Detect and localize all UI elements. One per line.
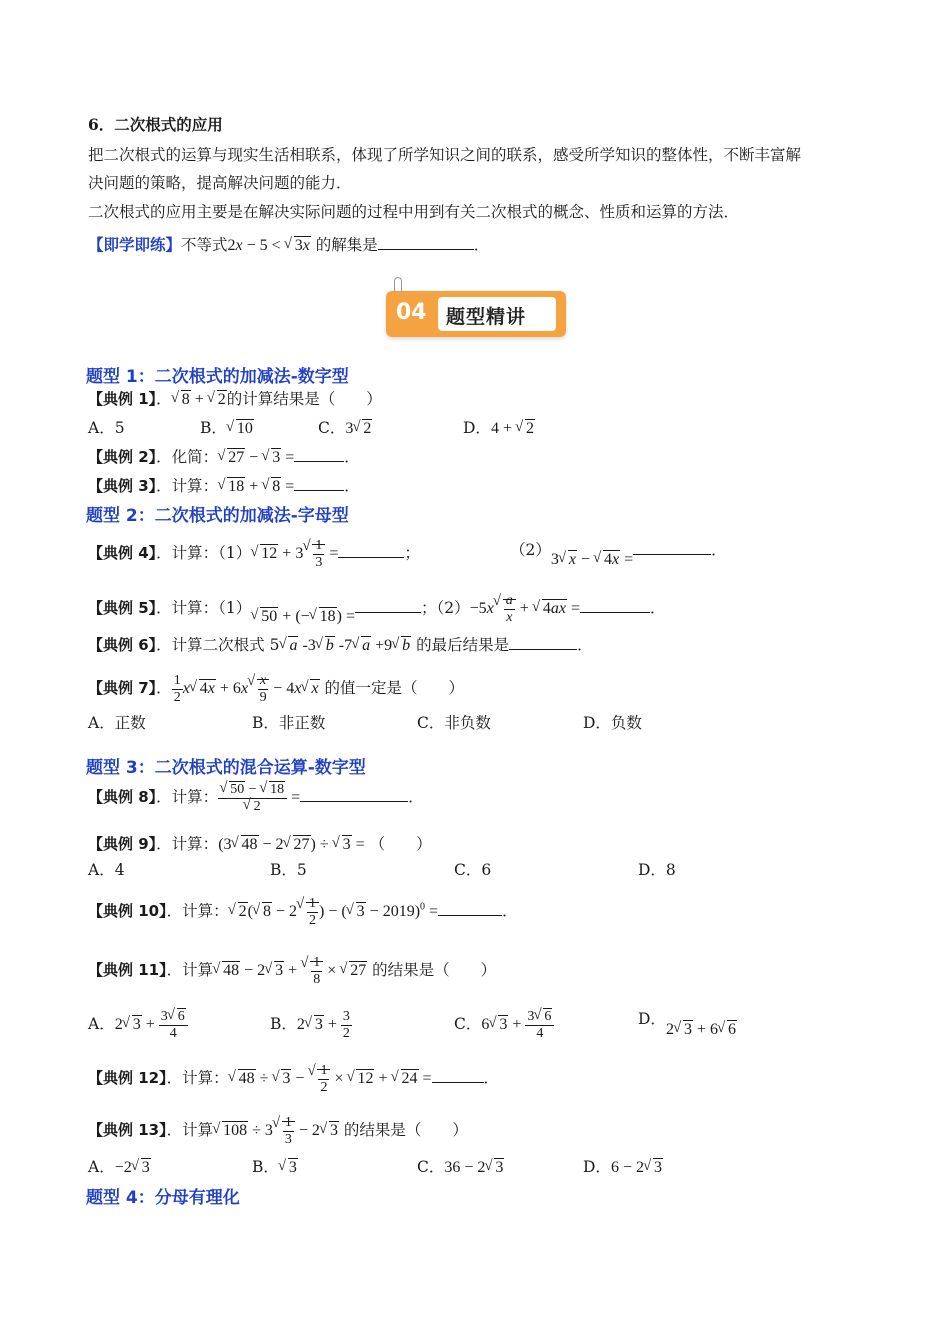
paragraph-line: 把二次根式的运算与现实生活相联系，体现了所学知识之间的联系，感受所学知识的整体性，不断丰富解 xyxy=(88,146,802,164)
option-a[interactable]: A．−2√ 3 xyxy=(88,1157,151,1178)
example-6: 【典例 6】．计算二次根式 5√ a -3√ b -7√ a +9√ b 的最后结果是 ． xyxy=(88,635,593,656)
type-heading: 题型 2：二次根式的加减法-字母型 xyxy=(86,506,349,526)
example-3: 【典例 3】．计算：√ 18 + √ 8 = ． xyxy=(88,476,360,497)
section-title: 6．二次根式的应用 xyxy=(88,115,223,134)
option-c[interactable]: C．6 xyxy=(454,861,492,879)
paragraph: 二次根式的应用主要是在解决实际问题的过程中用到有关二次根式的概念、性质和运算的方法． xyxy=(88,203,740,221)
option-b[interactable]: B．5 xyxy=(270,861,307,879)
example-12: 【典例 12】．计算：√ 48 ÷ √ 3 − √ $\frac{1}{2}$ × √ 12 + √ 24 = ． xyxy=(88,1063,499,1096)
example-9: 【典例 9】．计算：(3√ 48 − 2√ 27) ÷ √ 3 = （ ） xyxy=(88,834,432,855)
answer-blank[interactable] xyxy=(633,540,711,555)
option-d[interactable]: D．2√ 3 + 6√ 6 xyxy=(638,1009,737,1030)
badge-number: 04 xyxy=(396,300,427,325)
answer-blank[interactable] xyxy=(509,635,577,650)
type-heading: 题型 1：二次根式的加减法-数字型 xyxy=(86,367,349,387)
example-5: 【典例 5】．计算：（1）√ 50 + (−√ 18) = ；（2）−5x √ $\frac{a}{x}$ + √ 4ax = ． xyxy=(88,593,665,626)
example-4: 【典例 4】．计算：（1）√ 12 + 3 √ $\frac{1}{3}$ = ； xyxy=(88,538,420,571)
badge-text: 题型精讲 xyxy=(446,306,527,328)
option-a[interactable]: A．5 xyxy=(88,419,125,437)
section-badge xyxy=(386,291,566,337)
type-heading: 题型 3：二次根式的混合运算-数字型 xyxy=(86,758,366,778)
option-c[interactable]: C．36 − 2√ 3 xyxy=(417,1157,504,1178)
option-d[interactable]: D．6 − 2√ 3 xyxy=(583,1157,663,1178)
answer-blank[interactable] xyxy=(294,447,344,462)
option-d[interactable]: D．负数 xyxy=(583,714,642,732)
option-c[interactable]: C．非负数 xyxy=(417,714,491,732)
example-2: 【典例 2】．化简：√ 27 − √ 3 = ． xyxy=(88,447,360,468)
option-b[interactable]: B．2√ 3 + $\frac{3}{2}$ xyxy=(270,1009,352,1042)
option-d[interactable]: D．4 + √ 2 xyxy=(463,418,535,439)
option-c[interactable]: C．3√ 2 xyxy=(318,418,372,439)
tab-icon xyxy=(394,277,402,292)
example-11: 【典例 11】．计算√ 48 − 2√ 3 + √ $\frac{1}{8}$ × √ 27 的结果是（ ） xyxy=(88,955,496,988)
example-4-part2: （2）3√ x − √ 4x =． xyxy=(510,540,727,561)
option-b[interactable]: B．非正数 xyxy=(252,714,326,732)
practice-line: 【即学即练】不等式2x − 5 < √ 3x 的解集是 ． xyxy=(88,235,489,256)
example-10: 【典例 10】．计算：√ 2(√ 8 − 2 √ $\frac{1}{2}$ ) − (√ 3 − 2019)$^0$ = ． xyxy=(88,896,518,929)
answer-blank[interactable] xyxy=(338,543,404,558)
answer-blank[interactable] xyxy=(438,901,502,916)
option-a[interactable]: A．正数 xyxy=(88,714,146,732)
answer-blank[interactable] xyxy=(378,235,474,250)
answer-blank[interactable] xyxy=(432,1068,484,1083)
math-expr: 2x − 5 < √ 3x xyxy=(228,237,311,254)
example-1: 【典例 1】．√ 8 + √ 2的计算结果是（ ） xyxy=(88,389,382,410)
answer-blank[interactable] xyxy=(355,598,421,613)
option-b[interactable]: B．√ 10 xyxy=(200,418,254,439)
answer-blank[interactable] xyxy=(580,598,650,613)
example-13: 【典例 13】．计算√ 108 ÷ 3 √ $\frac{1}{3}$ − 2√ 3 的结果是（ ） xyxy=(88,1115,468,1148)
option-a[interactable]: A．2√ 3 + $\frac{3√ 6}{4}$ xyxy=(88,1009,188,1042)
option-d[interactable]: D．8 xyxy=(638,861,676,879)
example-7: 【典例 7】． $\frac{1}{2}$ x√ 4x + 6x √ $\frac{x}{9}$ − 4x√ x 的值一定是（ ） xyxy=(88,673,464,706)
answer-blank[interactable] xyxy=(294,476,344,491)
practice-label: 【即学即练】 xyxy=(88,235,182,254)
answer-blank[interactable] xyxy=(300,787,408,802)
badge-label-box xyxy=(438,297,556,331)
paragraph-line: 决问题的策略，提高解决问题的能力． xyxy=(88,174,352,192)
example-8: 【典例 8】．计算： √ 50 − √ 18 √ 2 = ． xyxy=(88,782,424,815)
type-heading: 题型 4：分母有理化 xyxy=(86,1188,240,1208)
option-b[interactable]: B．√ 3 xyxy=(252,1157,298,1178)
option-c[interactable]: C．6√ 3 + $\frac{3√ 6}{4}$ xyxy=(454,1009,554,1042)
option-a[interactable]: A．4 xyxy=(88,861,125,879)
